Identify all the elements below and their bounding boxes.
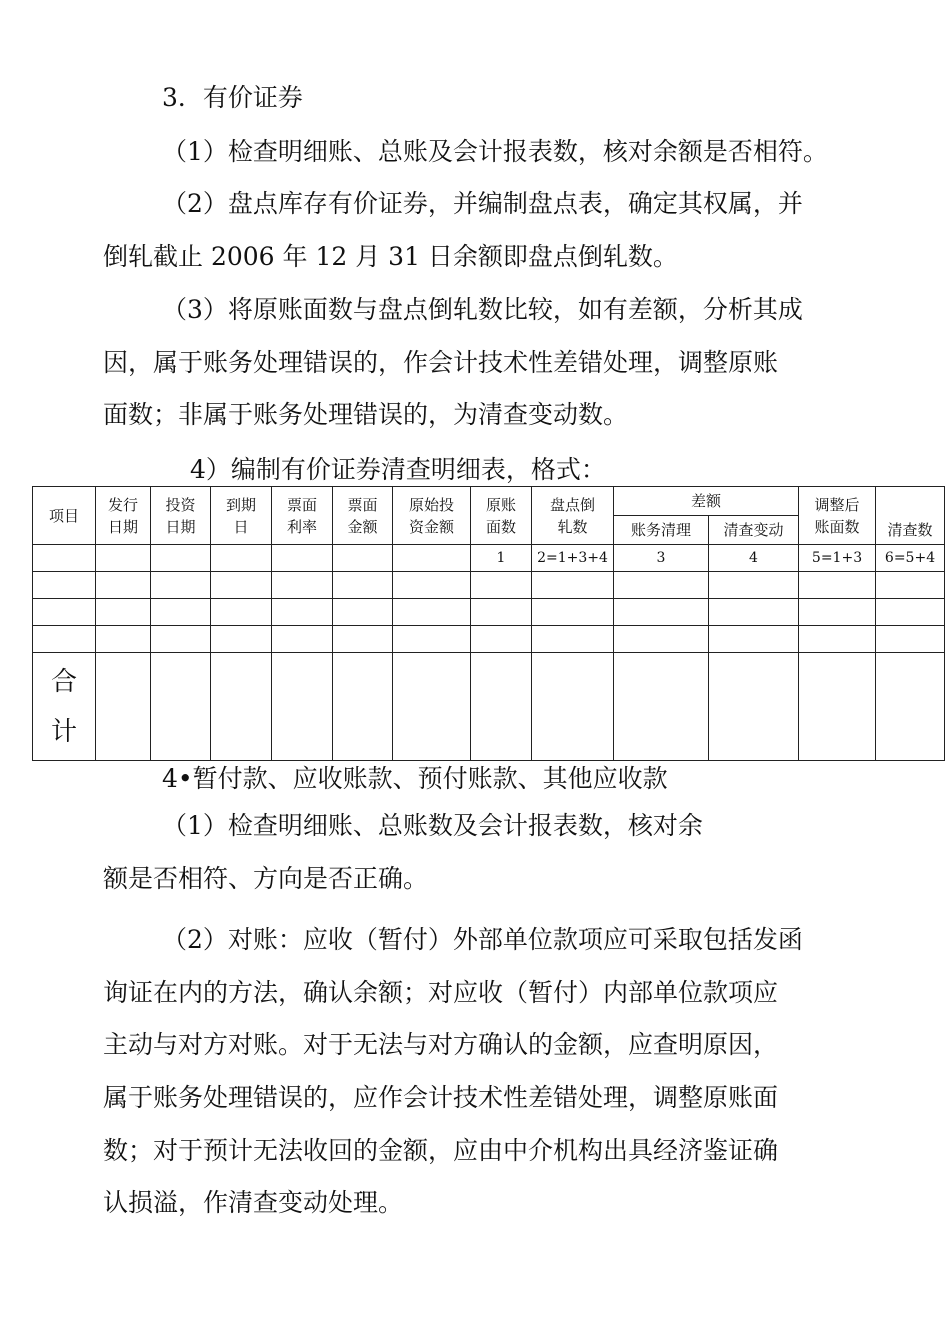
s3-paragraph-4: 4）编制有价证券清查明细表，格式： xyxy=(190,455,606,484)
s4-paragraph-2-line-3: 主动与对方对账。对于无法与对方确认的金额，应查明原因， xyxy=(103,1030,779,1059)
s4-paragraph-2-line-5: 数；对于预计无法收回的金额，应由中介机构出具经济鉴证确 xyxy=(103,1136,779,1165)
index-row xyxy=(33,545,945,572)
s4-paragraph-2-line-1: （2）对账：应收（暂付）外部单位款项应可采取包括发函 xyxy=(162,925,803,954)
header-invest-date: 投资 日期 xyxy=(151,487,211,545)
s3-heading: 3．有价证券 xyxy=(162,83,303,112)
s4-paragraph-2-line-6: 认损溢，作清查变动处理。 xyxy=(103,1188,404,1217)
index-cell: 3 xyxy=(614,545,709,572)
index-cell: 4 xyxy=(709,545,799,572)
header-diff-change: 清查变动 xyxy=(709,516,799,545)
total-label: 合 计 xyxy=(33,653,96,761)
table-row xyxy=(33,626,945,653)
index-cell: 5=1+3 xyxy=(799,545,876,572)
s3-paragraph-3-line-3: 面数；非属于账务处理错误的，为清查变动数。 xyxy=(103,400,629,429)
index-cell: 2=1+3+4 xyxy=(532,545,614,572)
header-issue-date: 发行 日期 xyxy=(96,487,151,545)
header-due-date: 到期 日 xyxy=(211,487,272,545)
s3-paragraph-2-line-2: 倒轧截止 2006 年 12 月 31 日余额即盘点倒轧数。 xyxy=(103,242,678,271)
table-row xyxy=(33,599,945,626)
header-original-book: 原账 面数 xyxy=(471,487,532,545)
s4-paragraph-1-line-2: 额是否相符、方向是否正确。 xyxy=(103,864,429,893)
header-coupon-rate: 票面 利率 xyxy=(272,487,333,545)
s3-paragraph-3-line-2: 因，属于账务处理错误的，作会计技术性差错处理，调整原账 xyxy=(103,348,779,377)
s3-paragraph-1: （1）检查明细账、总账及会计报表数，核对余额是否相符。 xyxy=(162,137,828,166)
header-difference: 差额 xyxy=(614,487,799,516)
s3-paragraph-2-line-1: （2）盘点库存有价证券，并编制盘点表，确定其权属，并 xyxy=(162,189,803,218)
index-cell: 6=5+4 xyxy=(876,545,945,572)
table-row xyxy=(33,572,945,599)
total-row xyxy=(33,653,945,761)
s3-paragraph-3-line-1: （3）将原账面数与盘点倒轧数比较，如有差额，分析其成 xyxy=(162,295,803,324)
header-item: 项目 xyxy=(33,487,96,545)
header-adjusted-book: 调整后 账面数 xyxy=(799,487,876,545)
header-check-amount: 清查数 xyxy=(876,487,945,545)
s4-paragraph-2-line-2: 询证在内的方法，确认余额；对应收（暂付）内部单位款项应 xyxy=(103,978,779,1007)
header-face-amount: 票面 金额 xyxy=(333,487,393,545)
s4-heading: 4•暂付款、应收账款、预付账款、其他应收款 xyxy=(162,764,668,793)
header-original-investment: 原始投 资金额 xyxy=(393,487,471,545)
header-diff-accounting: 账务清理 xyxy=(614,516,709,545)
header-count-reverse: 盘点倒 轧数 xyxy=(532,487,614,545)
s4-paragraph-1-line-1: （1）检查明细账、总账数及会计报表数，核对余 xyxy=(162,811,703,840)
securities-inventory-table xyxy=(32,486,945,761)
index-cell: 1 xyxy=(471,545,532,572)
s4-paragraph-2-line-4: 属于账务处理错误的，应作会计技术性差错处理，调整原账面 xyxy=(103,1083,779,1112)
